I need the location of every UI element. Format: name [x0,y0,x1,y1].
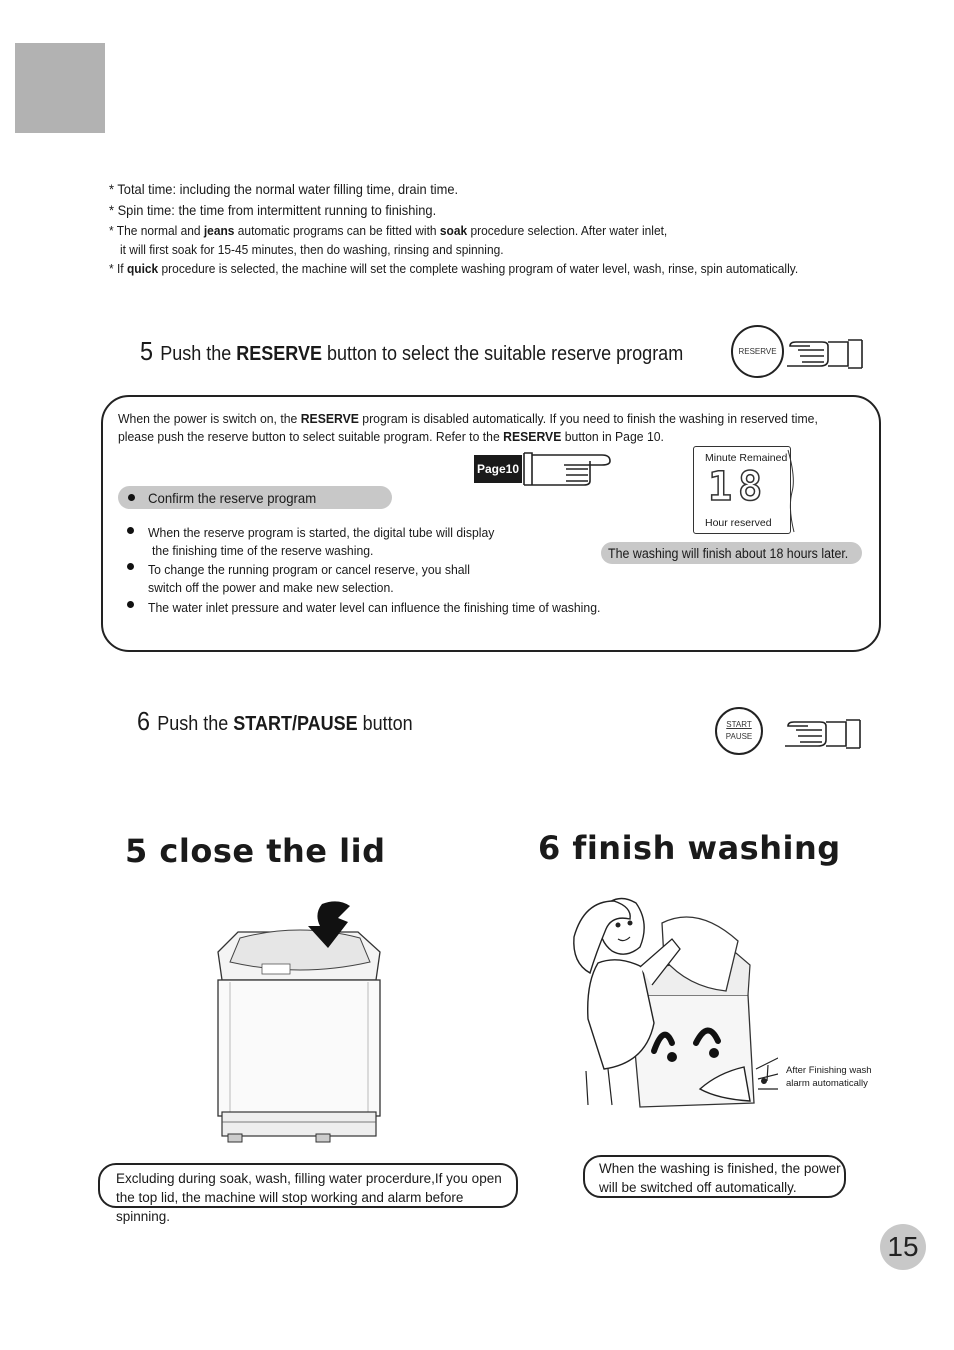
finish-time-pill [601,542,862,564]
note-quick: * If quick procedure is selected, the machine will set the complete washing program of water level, wash, rinse, spin automatically. [109,261,799,276]
digital-display [693,446,791,534]
finish-washing-heading: 6 finish washing [538,829,841,867]
display-bottom-label: Hour reserved [705,517,772,529]
step5-title: 5 Push the RESERVE button to select the suitable reserve program [140,336,684,366]
bullet2-line1: To change the running program or cancel reserve, you shall [148,562,470,577]
confirm-reserve-label: Confirm the reserve program [148,490,317,506]
pointing-hand-icon [786,336,864,370]
reserve-info-line1: When the power is switch on, the RESERVE program is disabled automatically. If you need to finish the washing in reserved time, [118,411,818,426]
reserve-button[interactable]: RESERVE [731,325,784,378]
display-edge-curve [786,448,800,534]
header-gray-square [15,43,105,133]
note-spin-time: * Spin time: the time from intermittent running to finishing. [109,202,437,218]
bullet-icon [127,563,134,570]
start-pause-button[interactable]: START PAUSE [715,707,763,755]
note-total-time: * Total time: including the normal water filling time, drain time. [109,181,459,197]
reserve-info-line2: please push the reserve button to select suitable program. Refer to the RESERVE button in Page 10. [118,429,664,444]
bullet3-line: The water inlet pressure and water level can influence the finishing time of washing. [148,600,601,615]
note-soak-duration: it will first soak for 15-45 minutes, then do washing, rinsing and spinning. [120,242,504,257]
close-lid-heading: 5 close the lid [125,832,386,870]
washing-machine-illustration [210,900,385,1145]
alarm-note: After Finishing wash alarm automatically [786,1065,872,1089]
page-number: 15 [880,1224,926,1270]
bullet1-line1: When the reserve program is started, the digital tube will display [148,525,495,540]
close-lid-caption: Excluding during soak, wash, filling water procerdure,If you open the top lid, the machine will stop working and alarm before spinning. [98,1163,518,1208]
step6-title: 6 Push the START/PAUSE button [137,706,413,736]
page-reference-badge: Page10 [474,455,522,483]
bullet-icon [128,494,135,501]
bullet1-line2: the finishing time of the reserve washing. [152,543,374,558]
note-soak-programs: * The normal and jeans automatic programs can be fitted with soak procedure selection. After water inlet, [109,223,668,238]
finish-washing-illustration [568,893,778,1123]
bullet-icon [127,527,134,534]
display-digits: 18 [708,464,769,510]
display-top-label: Minute Remained [705,452,788,464]
bullet-icon [127,601,134,608]
pointing-hand-icon [784,716,862,750]
pointing-hand-icon [522,449,614,489]
bullet2-line2: switch off the power and make new selection. [148,580,394,595]
finish-time-note: The washing will finish about 18 hours later. [608,546,849,561]
confirm-reserve-pill [118,486,392,509]
finish-washing-caption: When the washing is finished, the power will be switched off automatically. [583,1155,846,1198]
